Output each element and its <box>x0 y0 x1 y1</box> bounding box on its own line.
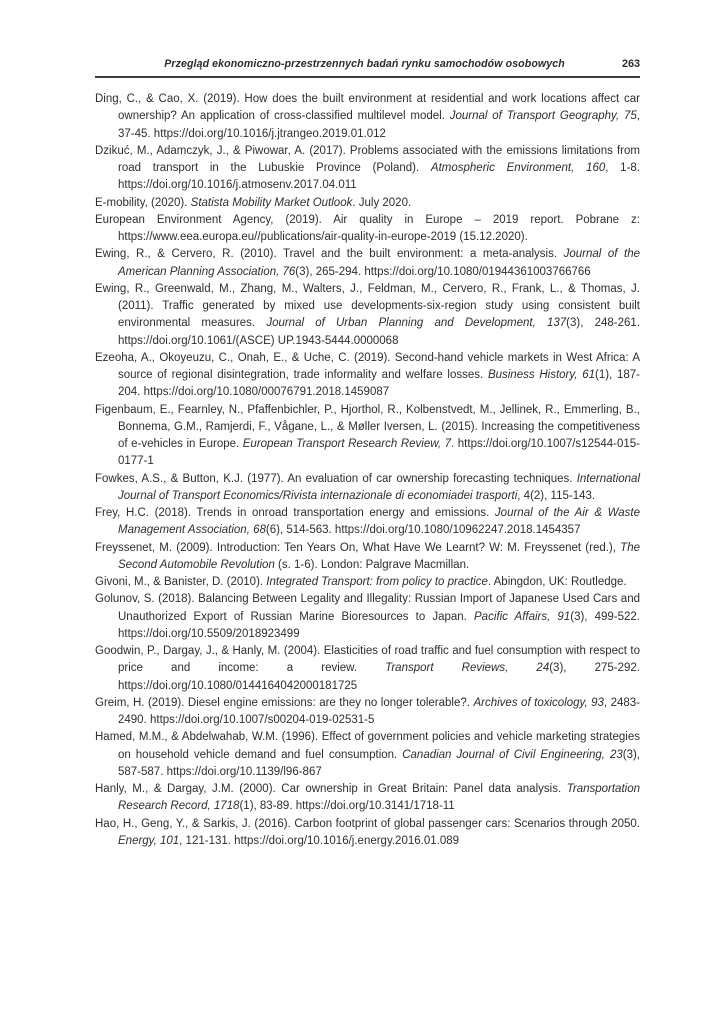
reference-text-segment: Ding, C., & Cao, X. (2019). How does the built environment at residential and work locations affect car ownership? An application of cross-classified multilevel model. <box>95 93 640 123</box>
reference-text-segment: Hamed, M.M., & Abdelwahab, W.M. (1996). Effect of government policies and vehicle marketing strategies on household vehicle demand and fuel consumption. <box>95 731 640 761</box>
reference-text-segment: . July 2020. <box>352 196 412 209</box>
reference-text-segment: . Abingdon, UK: Routledge. <box>487 576 627 588</box>
reference-italic-segment: Business History, 61 <box>487 369 595 381</box>
reference-entry <box>95 540 640 575</box>
reference-italic-segment: Integrated Transport: from policy to practice <box>266 576 488 588</box>
reference-text-segment: (3), 499-522. https://doi.org/10.5509/2018923499 <box>118 610 640 640</box>
reference-italic-segment: Archives of toxicology, 93 <box>473 696 604 709</box>
reference-entry <box>95 91 640 143</box>
reference-entry <box>95 643 640 695</box>
reference-text-segment: (3), 587-587. https://doi.org/10.1139/l96-867 <box>118 748 640 778</box>
reference-italic-segment: Journal of the Air & Waste Management Association, 68 <box>118 507 641 537</box>
reference-text-segment: (1), 187-204. https://doi.org/10.1080/00076791.2018.1459087 <box>118 369 641 399</box>
reference-italic-segment: Journal of Urban Planning and Development, 137 <box>266 317 567 330</box>
reference-italic-segment: Transport Reviews, 24 <box>385 662 550 675</box>
reference-italic-segment: Journal of Transport Geography, 75 <box>449 110 637 123</box>
reference-text-segment: (6), 514-563. https://doi.org/10.1080/10962247.2018.1454357 <box>265 524 581 537</box>
reference-text-segment: Givoni, M., & Banister, D. (2010). <box>95 576 267 588</box>
reference-entry <box>95 816 640 851</box>
reference-italic-segment: Pacific Affairs, 91 <box>474 610 571 623</box>
reference-text-segment: Hao, H., Geng, Y., & Sarkis, J. (2016). Carbon footprint of global passenger cars: Scenarios through 2050. <box>95 817 640 830</box>
reference-text-segment: Fowkes, A.S., & Button, K.J. (1977). An evaluation of car ownership forecasting techniques. <box>95 472 577 485</box>
reference-text-segment: . https://doi.org/10.1007/s12544-015-0177-1 <box>118 438 640 468</box>
reference-entry <box>95 471 640 506</box>
reference-entry <box>95 350 640 402</box>
reference-text-segment: Greim, H. (2019). Diesel engine emissions: are they no longer tolerable?. <box>95 696 474 709</box>
reference-text-segment: , 121-131. https://doi.org/10.1016/j.energy.2016.01.089 <box>179 834 460 847</box>
reference-text-segment: (3), 275-292. https://doi.org/10.1080/0144164042000181725 <box>118 662 640 692</box>
reference-entry <box>95 729 640 781</box>
reference-italic-segment: Canadian Journal of Civil Engineering, 23 <box>402 748 623 761</box>
reference-entry <box>95 695 640 730</box>
reference-italic-segment: The Second Automobile Revolution <box>118 541 640 571</box>
reference-italic-segment: Statista Mobility Market Outlook <box>190 196 353 209</box>
reference-text-segment: , 4(2), 115-143. <box>517 489 596 502</box>
reference-italic-segment: Energy, 101 <box>118 834 180 847</box>
running-head <box>95 58 640 78</box>
reference-entry <box>95 402 640 471</box>
reference-text-segment: Goodwin, P., Dargay, J., & Hanly, M. (2004). Elasticities of road traffic and fuel consumption with respect to price and income: a review. <box>95 645 640 675</box>
reference-italic-segment: Journal of the American Planning Association, 76 <box>118 248 640 278</box>
reference-text-segment: Ezeoha, A., Okoyeuzu, C., Onah, E., & Uche, C. (2019). Second-hand vehicle markets in West Africa: A source of regional disintegration, trade informality and welfare losses. <box>95 351 640 381</box>
reference-italic-segment: Transportation Research Record, 1718 <box>118 783 640 813</box>
reference-entry <box>95 281 640 350</box>
reference-entry <box>95 591 640 643</box>
reference-entry <box>95 143 640 195</box>
reference-entry <box>95 246 640 281</box>
reference-italic-segment: Atmospheric Environment, 160 <box>430 162 606 174</box>
reference-text-segment: Figenbaum, E., Fearnley, N., Pfaffenbichler, P., Hjorthol, R., Kolbenstvedt, M., Jellinek, R., Emmerling, B., Bonnema, G.M., Ramjerdi, F., Vågane, L., & Møller Iversen, L. (2015). Increasing the competitiveness of e-vehicles in Europe. <box>95 403 640 450</box>
running-title: Przegląd ekonomiczno-przestrzennych badań rynku samochodów osobowych <box>164 58 565 70</box>
reference-text-segment: (3), 248-261. https://doi.org/10.1061/(ASCE) UP.1943-5444.0000068 <box>118 317 641 347</box>
reference-italic-segment: International Journal of Transport Economics/Rivista internazionale di economiadei trasporti <box>118 472 640 502</box>
page-number: 263 <box>621 58 640 70</box>
reference-text-segment: Dzikuć, M., Adamczyk, J., & Piwowar, A. (2017). Problems associated with the emissions limitations from road transport in the Lubuskie Province (Poland). <box>95 144 640 174</box>
reference-text-segment: (s. 1-6). London: Palgrave Macmillan. <box>274 558 470 571</box>
reference-text-segment: , 1-8. https://doi.org/10.1016/j.atmosenv.2017.04.011 <box>118 162 640 192</box>
reference-entry <box>95 212 640 247</box>
reference-text-segment: Frey, H.C. (2018). Trends in onroad transportation energy and emissions. <box>95 507 495 519</box>
reference-text-segment: (3), 265-294. https://doi.org/10.1080/01944361003766766 <box>295 265 591 278</box>
reference-entry <box>95 195 640 212</box>
reference-text-segment: , 37-45. https://doi.org/10.1016/j.jtrangeo.2019.01.012 <box>118 110 640 140</box>
reference-text-segment: Freyssenet, M. (2009). Introduction: Ten Years On, What Have We Learnt? W: M. Freyssenet (red.), <box>95 541 621 554</box>
reference-list <box>95 91 640 850</box>
reference-entry <box>95 574 640 591</box>
reference-italic-segment: European Transport Research Review, 7 <box>242 438 452 450</box>
reference-text-segment: European Environment Agency, (2019). Air quality in Europe – 2019 report. Pobrane z: https://www.eea.europa.eu//publications/air-quality-in-europe-2019 (15.12.2020). <box>95 213 640 243</box>
reference-text-segment: Ewing, R., Greenwald, M., Zhang, M., Walters, J., Feldman, M., Cervero, R., Frank, L., & Thomas, J. (2011). Traffic generated by mixed use developments-six-region study using consistent built environmental measures. <box>95 282 640 330</box>
reference-text-segment: Ewing, R., & Cervero, R. (2010). Travel and the built environment: a meta-analysis. <box>95 248 564 261</box>
reference-entry <box>95 781 640 816</box>
reference-text-segment: Hanly, M., & Dargay, J.M. (2000). Car ownership in Great Britain: Panel data analysis. <box>95 783 567 795</box>
reference-text-segment: E-mobility, (2020). <box>95 196 191 209</box>
reference-text-segment: Golunov, S. (2018). Balancing Between Legality and Illegality: Russian Import of Japanese Used Cars and Unauthorized Export of Russian Marine Bioresources to Japan. <box>95 593 640 623</box>
reference-text-segment: (1), 83-89. https://doi.org/10.3141/1718-11 <box>239 800 455 813</box>
reference-entry <box>95 505 640 540</box>
reference-text-segment: , 2483-2490. https://doi.org/10.1007/s00204-019-02531-5 <box>118 696 641 726</box>
